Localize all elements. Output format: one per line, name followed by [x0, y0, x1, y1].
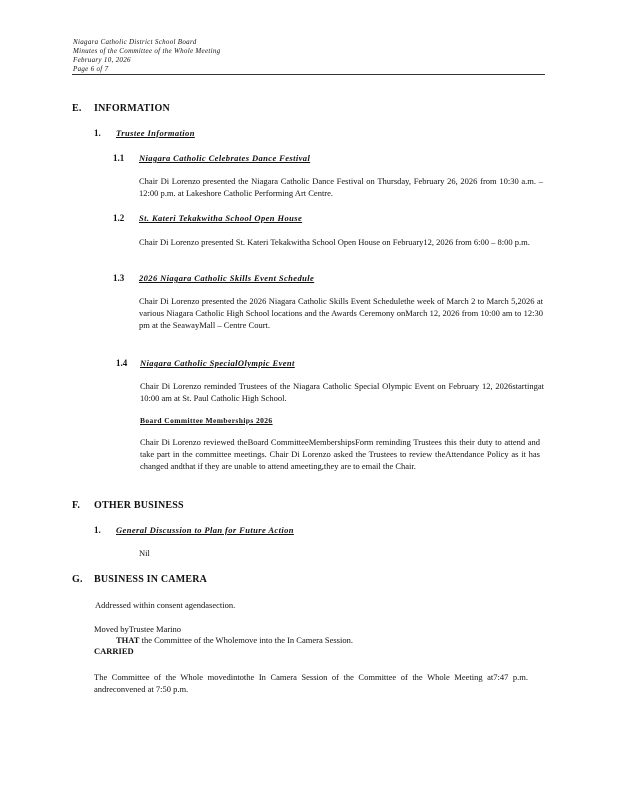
header-divider [72, 74, 545, 75]
item-1-2-title: St. Kateri Tekakwitha School Open House [139, 213, 303, 223]
section-g-label: G. [72, 574, 83, 585]
section-e-label: E. [72, 103, 82, 114]
item-1-3-text: Chair Di Lorenzo presented the 2026 Niagara Catholic Skills Event Schedulethe week of March 2 to March 5,2026 at various Niagara Catholic High School locations and the Awards Ceremony onMarch 12, 2026 from 10:00 am to 12:30 pm at the SeawayMall – Centre Court. [139, 296, 543, 330]
in-camera-summary: The Committee of the Whole movedintothe In Camera Session of the Committee of the Whole Meeting at7:47 p.m. andreconvened at 7:50 p.m. [94, 672, 528, 694]
header-date: February 10, 2026 [73, 56, 131, 64]
section-f-label: F. [72, 500, 81, 511]
header-page-number: Page 6 of 7 [73, 65, 109, 73]
item-1-3-number: 1.3 [113, 273, 125, 283]
item-1-4-text: Chair Di Lorenzo reminded Trustees of the Niagara Catholic Special Olympic Event on February 12, 2026startingat 10:00 am at St. Paul Catholic High School. [140, 381, 544, 403]
motion-text [116, 635, 353, 647]
motion-that: THAT [116, 635, 140, 645]
item-1-4-title: Niagara Catholic SpecialOlympic Event [140, 358, 295, 368]
board-memberships-title: Board Committee Memberships 2026 [140, 416, 273, 425]
item-1-2-number: 1.2 [113, 213, 125, 223]
header-meeting-name: Minutes of the Committee of the Whole Meeting [73, 47, 221, 55]
motion-moved-by: Moved byTrustee Marino [94, 624, 182, 634]
motion-carried: CARRIED [94, 646, 134, 656]
item-1-3-title: 2026 Niagara Catholic Skills Event Schedule [139, 273, 315, 283]
item-f1-number: 1. [94, 525, 101, 535]
item-f1-text: Nil [139, 548, 150, 558]
item-1-1-title: Niagara Catholic Celebrates Dance Festival [139, 153, 311, 163]
item-1-1-text: Chair Di Lorenzo presented the Niagara Catholic Dance Festival on Thursday, February 26, 2026 from 10:30 a.m. –12:00 p.m. at Lakeshore Catholic Performing Art Centre. [139, 176, 543, 198]
header-board-name: Niagara Catholic District School Board [73, 38, 197, 46]
section-g-title: BUSINESS IN CAMERA [94, 574, 208, 585]
item-f1-title: General Discussion to Plan for Future Action [116, 525, 294, 535]
item-1-4-number: 1.4 [116, 358, 128, 368]
section-f-title: OTHER BUSINESS [94, 500, 184, 511]
item-1-2-text: Chair Di Lorenzo presented St. Kateri Tekakwitha School Open House on February12, 2026 from 6:00 – 8:00 p.m. [139, 237, 530, 247]
section-e-title: INFORMATION [94, 103, 170, 114]
in-camera-addressed: Addressed within consent agendasection. [95, 600, 236, 610]
item-1-1-number: 1.1 [113, 153, 125, 163]
item-e1-title: Trustee Information [116, 128, 195, 138]
motion-that-rest: the Committee of the Wholemove into the In Camera Session. [141, 635, 353, 645]
item-e1-number: 1. [94, 128, 101, 138]
board-memberships-text: Chair Di Lorenzo reviewed theBoard CommitteeMembershipsForm reminding Trustees this their duty to attend and take part in the committee meetings. Chair Di Lorenzo asked the Trustees to review theAttendance Policy as it has changed andthat if they are unable to attend ameeting,they are to email the Chair. [140, 437, 540, 471]
